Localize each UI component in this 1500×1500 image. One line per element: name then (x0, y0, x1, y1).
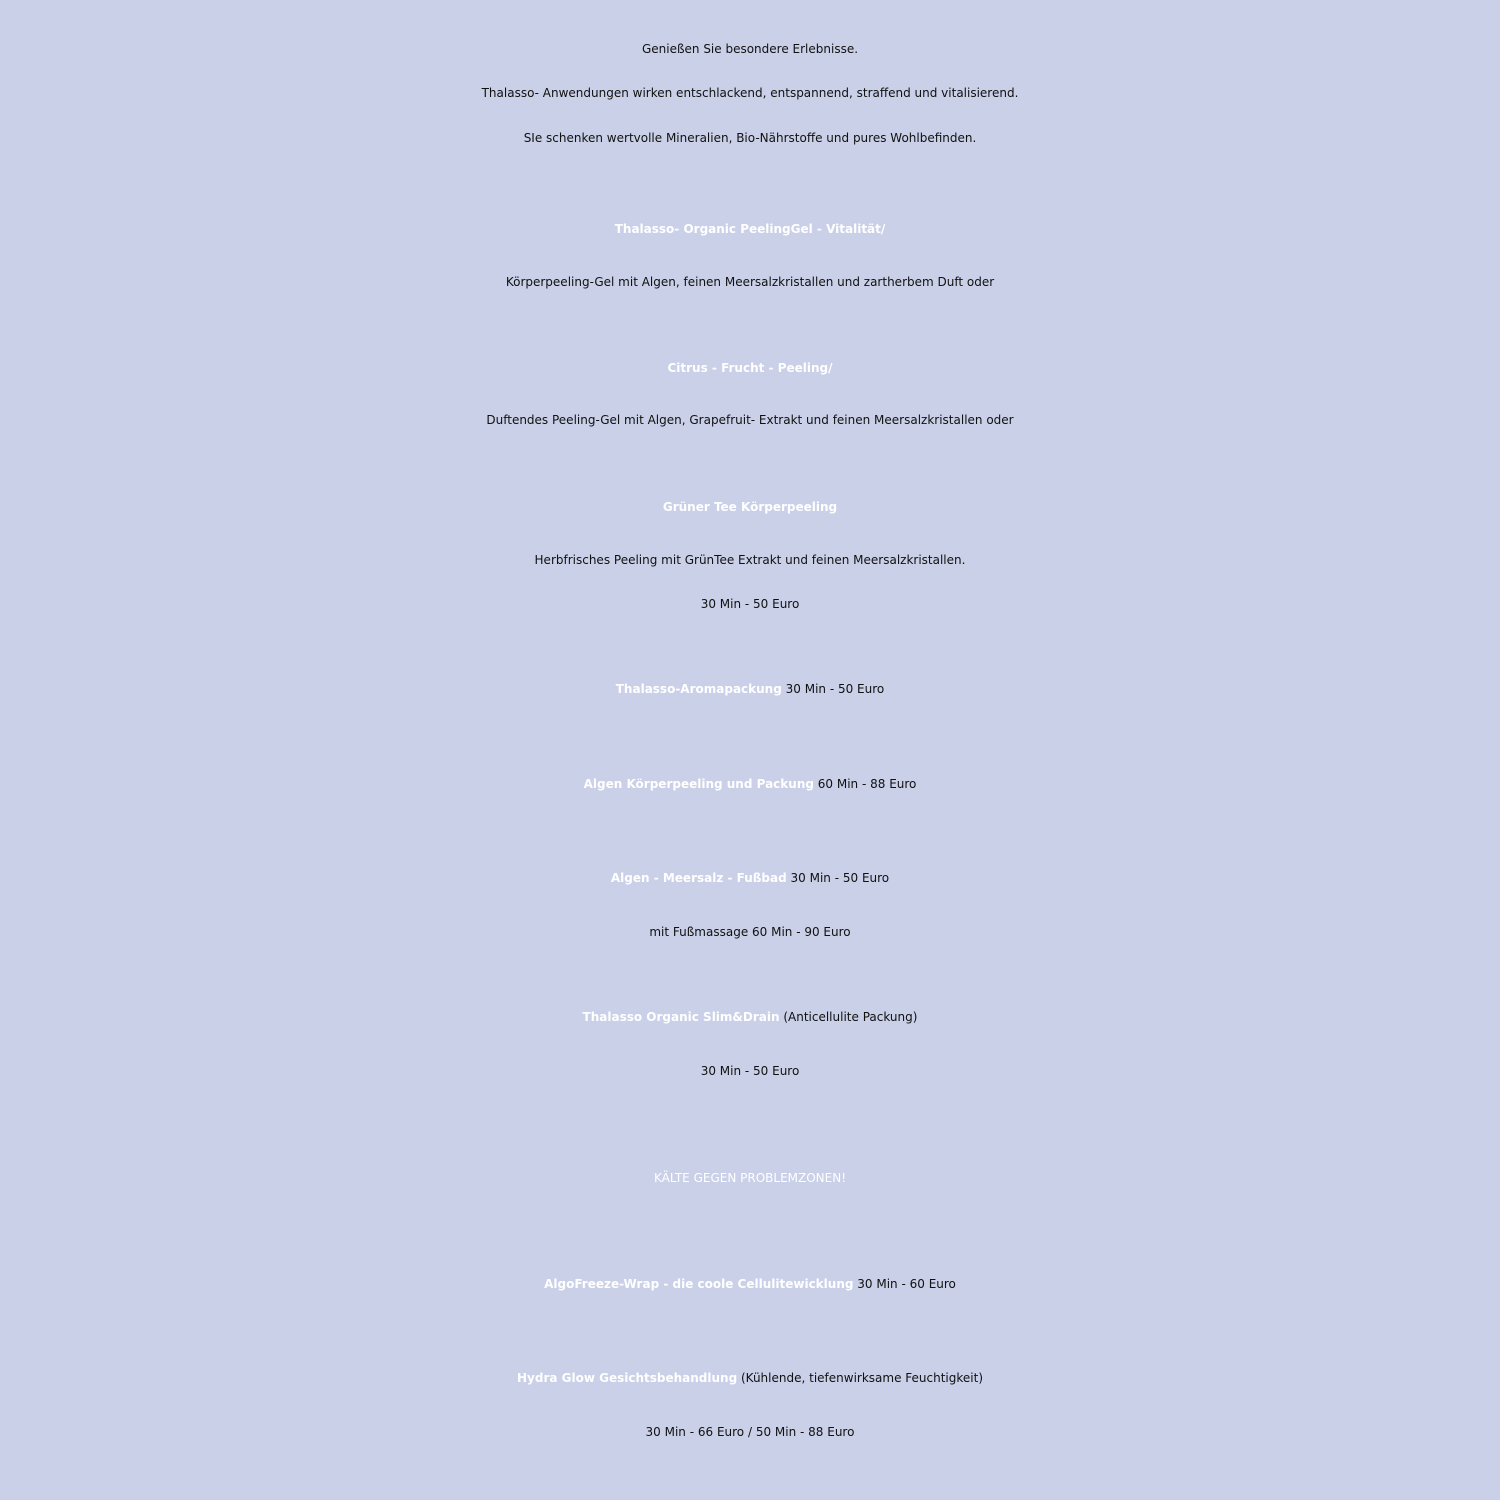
treatment-fussbad (0, 872, 1500, 884)
treatment-title-slim-drain: Thalasso Organic Slim&Drain (582, 1010, 780, 1024)
intro-line-3: SIe schenken wertvolle Mineralien, Bio-Nährstoffe und pures Wohlbefinden. (523, 131, 977, 145)
treatment-price-gruener-tee: 30 Min - 50 Euro (700, 597, 800, 611)
treatment-price-slim-drain: 30 Min - 50 Euro (700, 1064, 800, 1078)
treatment-hydra-glow (0, 1372, 1500, 1384)
treatment-title-hydra-glow: Hydra Glow Gesichtsbehandlung (516, 1371, 738, 1385)
treatment-extra-fussmassage: mit Fußmassage 60 Min - 90 Euro (649, 925, 851, 939)
treatment-title-algen-packung: Algen Körperpeeling und Packung (583, 777, 814, 791)
treatment-price-algofreeze: 30 Min - 60 Euro (853, 1277, 956, 1291)
treatment-price-aromapackung: 30 Min - 50 Euro (781, 682, 885, 696)
treatment-slim-drain (0, 1011, 1500, 1023)
treatment-desc-gruener-tee: Herbfrisches Peeling mit GrünTee Extrakt und feinen Meersalzkristallen. (534, 553, 966, 567)
treatment-note-slim-drain: (Anticellulite Packung) (779, 1010, 918, 1024)
treatment-price-fussbad: 30 Min - 50 Euro (786, 871, 890, 885)
treatment-aromapackung (0, 683, 1500, 695)
treatment-price-algen-packung: 60 Min - 88 Euro (813, 777, 917, 791)
treatment-algen-packung (0, 778, 1500, 790)
treatment-title-fussbad: Algen - Meersalz - Fußbad (610, 871, 787, 885)
intro-line-2: Thalasso- Anwendungen wirken entschlackend, entspannend, straffend und vitalisierend. (481, 86, 1019, 100)
treatment-title-citrus: Citrus - Frucht - Peeling/ (667, 361, 833, 375)
treatment-price-hydra-glow: 30 Min - 66 Euro / 50 Min - 88 Euro (645, 1425, 855, 1439)
treatment-title-peelinggel: Thalasso- Organic PeelingGel - Vitalität/ (614, 222, 886, 236)
section-heading-kaelte: KÄLTE GEGEN PROBLEMZONEN! (653, 1171, 847, 1185)
intro-line-1: Genießen Sie besondere Erlebnisse. (641, 42, 859, 56)
treatment-desc-peelinggel: Körperpeeling-Gel mit Algen, feinen Meersalzkristallen und zartherbem Duft oder (505, 275, 995, 289)
treatment-title-gruener-tee: Grüner Tee Körperpeeling (662, 500, 838, 514)
treatment-title-aromapackung: Thalasso-Aromapackung (615, 682, 782, 696)
treatment-algofreeze (0, 1278, 1500, 1290)
treatment-note-hydra-glow: (Kühlende, tiefenwirksame Feuchtigkeit) (737, 1371, 983, 1385)
treatment-title-algofreeze: AlgoFreeze-Wrap - die coole Cellulitewicklung (544, 1277, 854, 1291)
treatment-desc-citrus: Duftendes Peeling-Gel mit Algen, Grapefruit- Extrakt und feinen Meersalzkristallen oder (486, 413, 1014, 427)
